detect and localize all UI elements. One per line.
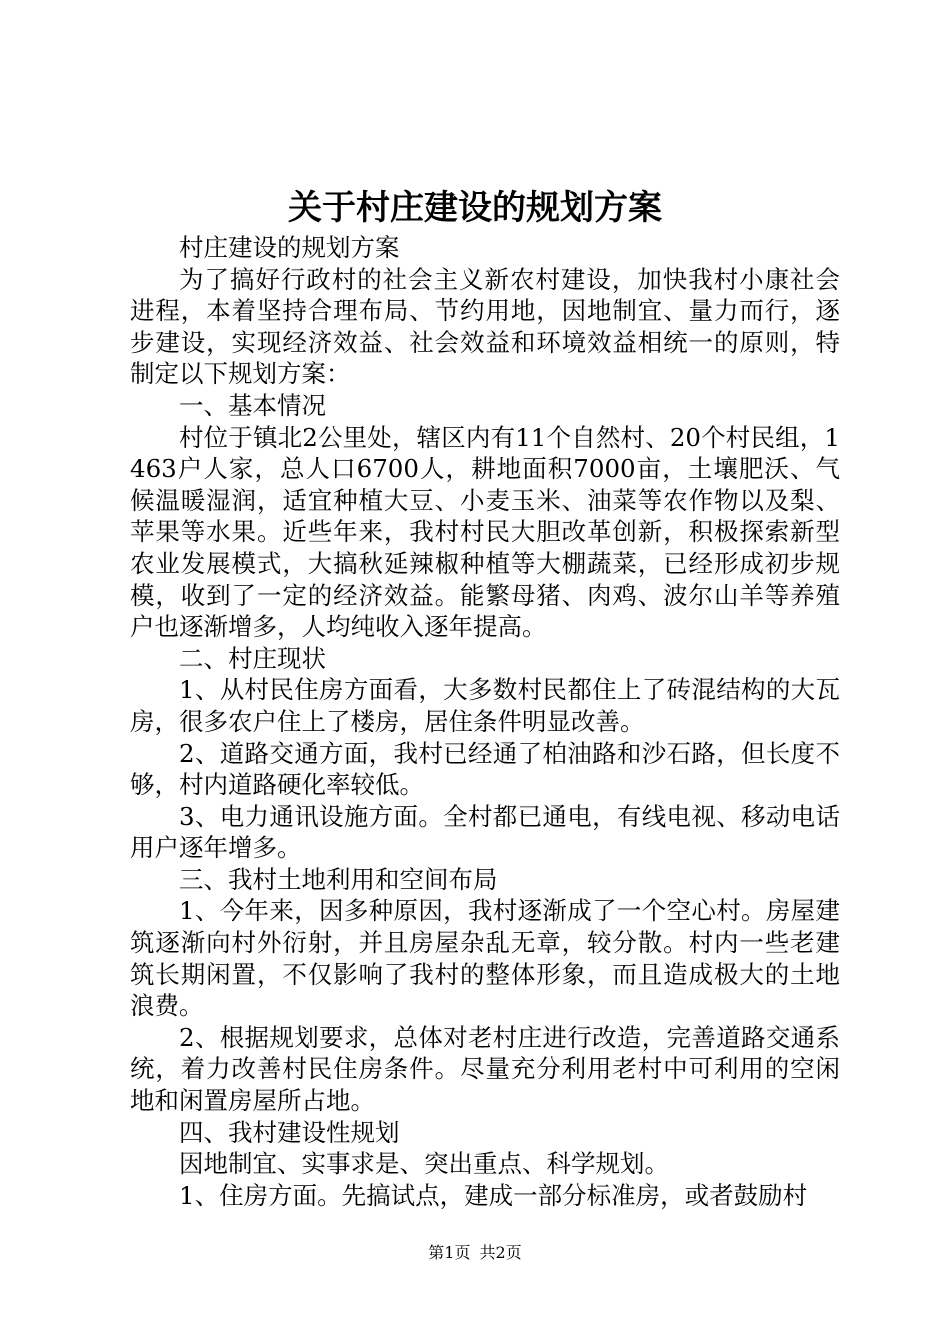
paragraph: 2、根据规划要求，总体对老村庄进行改造，完善道路交通系统，着力改善村民住房条件。尽量充分利用老村中可利用的空闲地和闲置房屋所占地。 bbox=[130, 1022, 840, 1116]
paragraph: 1、从村民住房方面看，大多数村民都住上了砖混结构的大瓦房，很多农户住上了楼房，居住条件明显改善。 bbox=[130, 675, 840, 736]
paragraph: 1、住房方面。先搞试点，建成一部分标准房，或者鼓励村 bbox=[179, 1180, 808, 1210]
document-body bbox=[130, 232, 840, 1211]
paragraph: 1、今年来，因多种原因，我村逐渐成了一个空心村。房屋建筑逐渐向村外衍射，并且房屋杂乱无章，较分散。村内一些老建筑长期闲置，不仅影响了我村的整体形象，而且造成极大的土地浪费。 bbox=[130, 896, 840, 1021]
page-number: 第1页 bbox=[428, 1243, 471, 1262]
document-title: 关于村庄建设的规划方案 bbox=[288, 188, 662, 228]
paragraph: 村庄建设的规划方案 bbox=[179, 233, 400, 262]
section-heading: 二、村庄现状 bbox=[179, 643, 326, 673]
paragraph: 3、电力通讯设施方面。全村都已通电，有线电视、移动电话用户逐年增多。 bbox=[130, 801, 840, 863]
paragraph: 因地制宜、实事求是、突出重点、科学规划。 bbox=[179, 1149, 669, 1179]
paragraph: 2、道路交通方面，我村已经通了柏油路和沙石路，但长度不够，村内道路硬化率较低。 bbox=[130, 738, 840, 800]
paragraph: 村位于镇北2公里处，辖区内有11个自然村、20个村民组，1463户人家，总人口6700人，耕地面积7000亩，土壤肥沃、气候温暖湿润，适宜种植大豆、小麦玉米、油菜等农作物以及梨、苹果等水果。近些年来，我村村民大胆改革创新，积极探索新型农业发展模式，大搞秋延辣椒种植等大棚蔬菜，已经形成初步规模，收到了一定的经济效益。能繁母猪、肉鸡、波尔山羊等养殖户也逐渐增多，人均纯收入逐年提高。 bbox=[130, 422, 840, 642]
section-heading: 三、我村土地利用和空间布局 bbox=[179, 864, 498, 894]
paragraph: 为了搞好行政村的社会主义新农村建设，加快我村小康社会进程，本着坚持合理布局、节约用地，因地制宜、量力而行，逐步建设，实现经济效益、社会效益和环境效益相统一的原则，特制定以下规划方案： bbox=[130, 264, 840, 389]
section-heading: 四、我村建设性规划 bbox=[179, 1117, 400, 1147]
page-footer bbox=[0, 1242, 950, 1264]
page-total: 共2页 bbox=[479, 1243, 522, 1262]
section-heading: 一、基本情况 bbox=[179, 390, 326, 420]
